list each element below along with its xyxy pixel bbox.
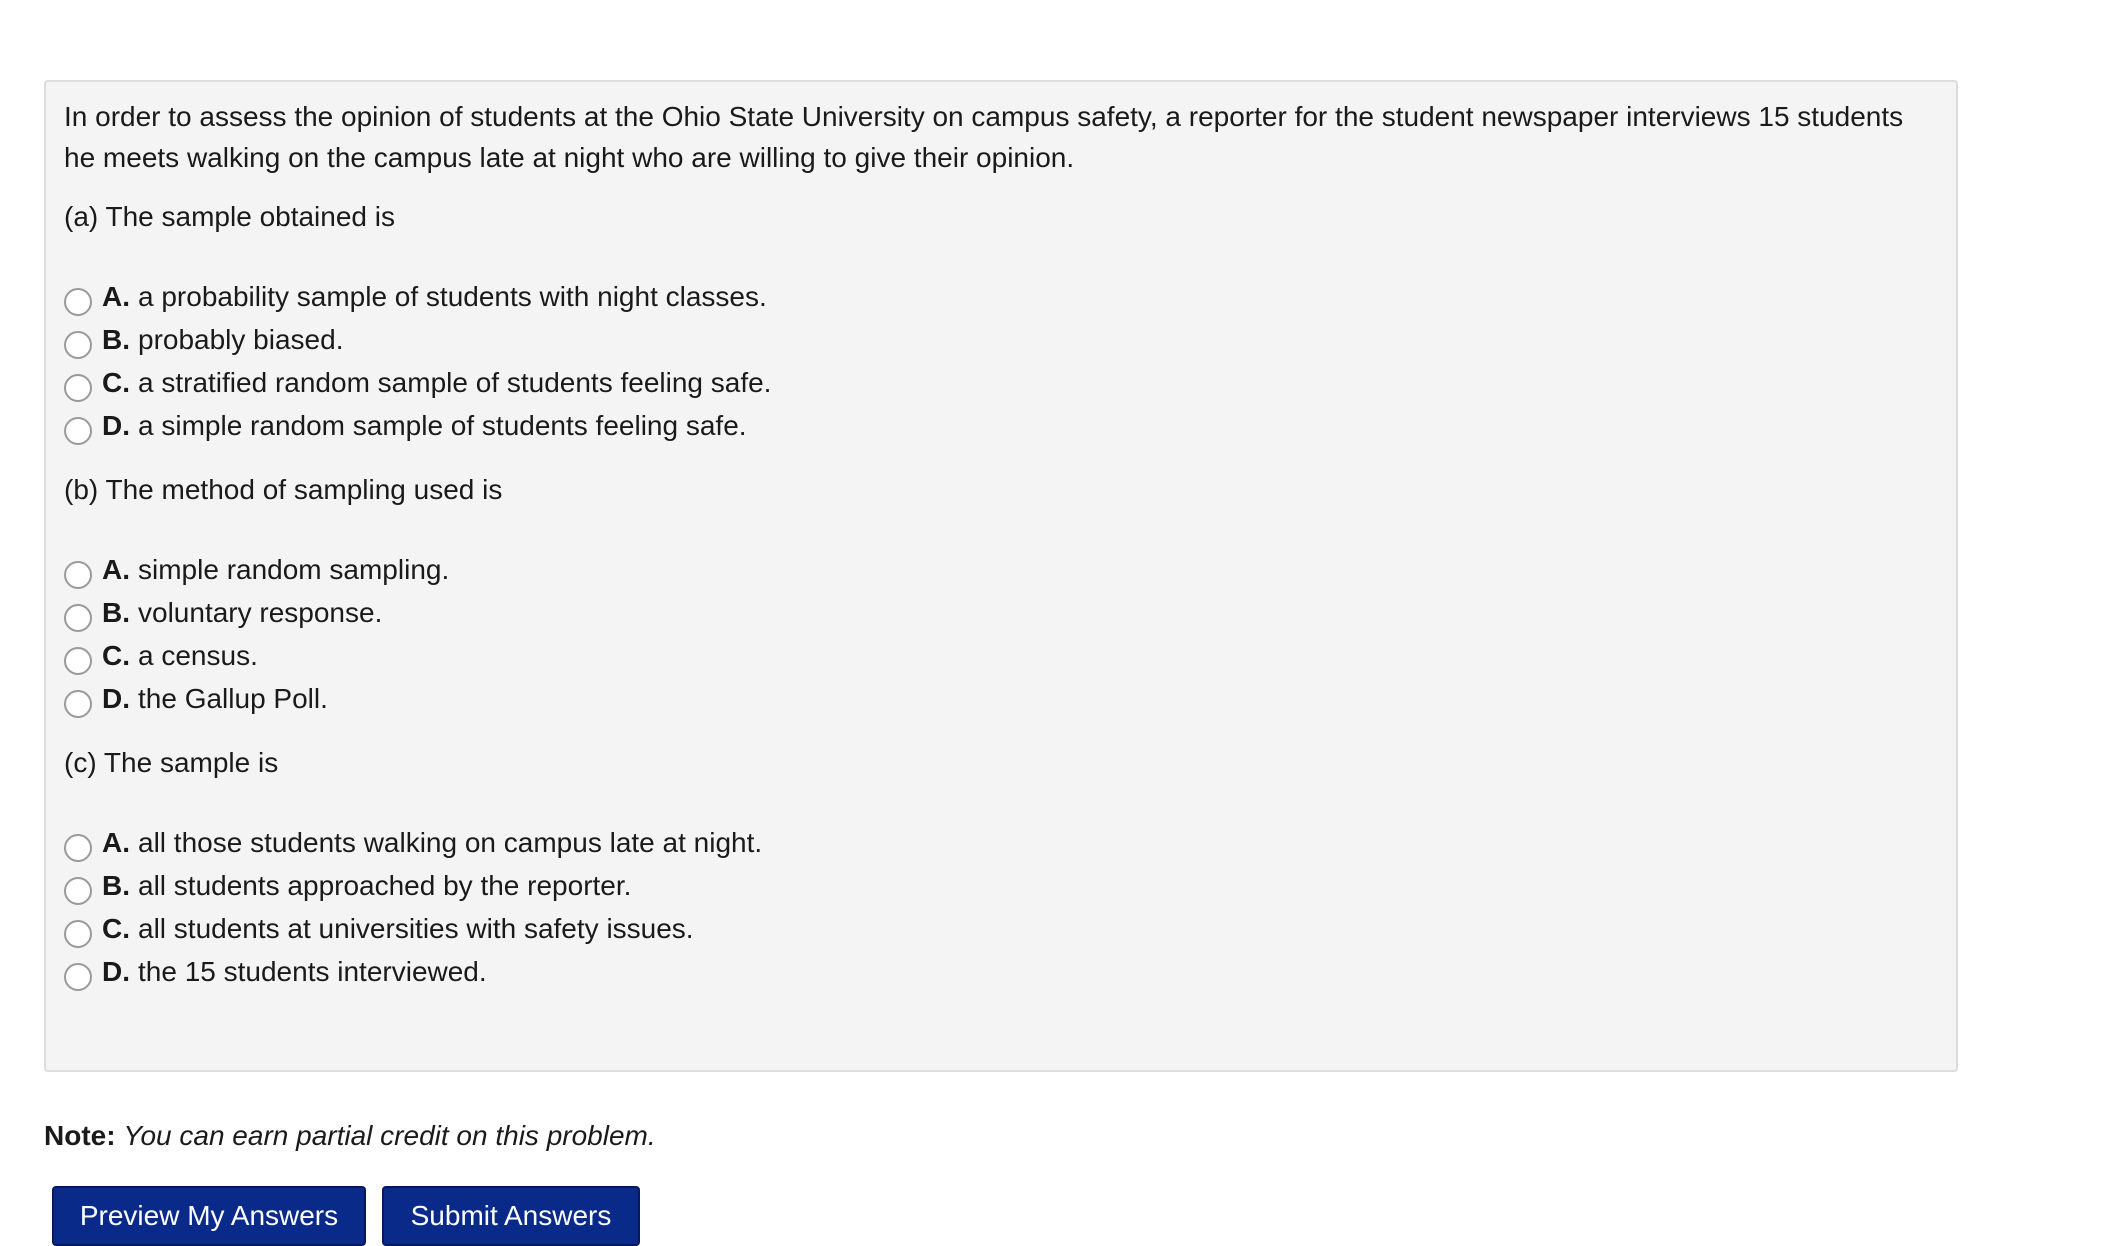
option-letter: D. [102,955,130,987]
option-letter: D. [102,682,130,714]
radio-button[interactable] [64,920,92,948]
option-text: simple random sampling. [138,553,450,585]
option-text: a probability sample of students with night classes. [138,280,767,312]
option-a-C[interactable] [64,361,1936,404]
part-a-label: (a) The sample obtained is [64,201,395,232]
option-letter: B. [102,869,130,901]
option-b-D[interactable] [64,677,1936,720]
option-letter: B. [102,323,130,355]
option-text: the Gallup Poll. [138,682,328,714]
option-text: all those students walking on campus late at night. [138,826,763,858]
submit-answers-button[interactable]: Submit Answers [382,1186,640,1246]
option-text: probably biased. [138,323,344,355]
part-b-options [64,548,1936,720]
option-text: a simple random sample of students feeling safe. [138,409,747,441]
radio-button[interactable] [64,877,92,905]
radio-button[interactable] [64,331,92,359]
radio-button[interactable] [64,963,92,991]
option-letter: C. [102,639,130,671]
partial-credit-note [44,1118,656,1154]
radio-button[interactable] [64,647,92,675]
option-b-C[interactable] [64,634,1936,677]
part-b-label: (b) The method of sampling used is [64,474,503,505]
option-a-A[interactable] [64,275,1936,318]
option-text: all students at universities with safety issues. [138,912,694,944]
radio-button[interactable] [64,690,92,718]
radio-button[interactable] [64,604,92,632]
option-text: all students approached by the reporter. [138,869,632,901]
part-c-label: (c) The sample is [64,747,279,778]
option-b-A[interactable] [64,548,1936,591]
option-c-B[interactable] [64,864,1936,907]
problem-statement: In order to assess the opinion of students at the Ohio State University on campus safety, a reporter for the student newspaper interviews 15 students he meets walking on the campus late at night who are willing to give their opinion. [64,101,1904,173]
option-text: the 15 students interviewed. [138,955,487,987]
option-letter: A. [102,826,130,858]
option-text: a stratified random sample of students feeling safe. [138,366,772,398]
option-letter: B. [102,596,130,628]
option-letter: D. [102,409,130,441]
problem-panel [44,80,1958,1072]
preview-answers-button[interactable]: Preview My Answers [52,1186,366,1246]
option-b-B[interactable] [64,591,1936,634]
radio-button[interactable] [64,834,92,862]
option-c-C[interactable] [64,907,1936,950]
part-c-options [64,821,1936,993]
radio-button[interactable] [64,374,92,402]
option-a-B[interactable] [64,318,1936,361]
option-letter: A. [102,553,130,585]
option-c-D[interactable] [64,950,1936,993]
option-letter: A. [102,280,130,312]
radio-button[interactable] [64,561,92,589]
radio-button[interactable] [64,417,92,445]
note-label: Note: [44,1120,116,1151]
option-c-A[interactable] [64,821,1936,864]
radio-button[interactable] [64,288,92,316]
option-letter: C. [102,366,130,398]
part-a-options [64,275,1936,447]
option-text: voluntary response. [138,596,383,628]
option-letter: C. [102,912,130,944]
option-text: a census. [138,639,258,671]
note-text: You can earn partial credit on this problem. [123,1120,656,1151]
option-a-D[interactable] [64,404,1936,447]
